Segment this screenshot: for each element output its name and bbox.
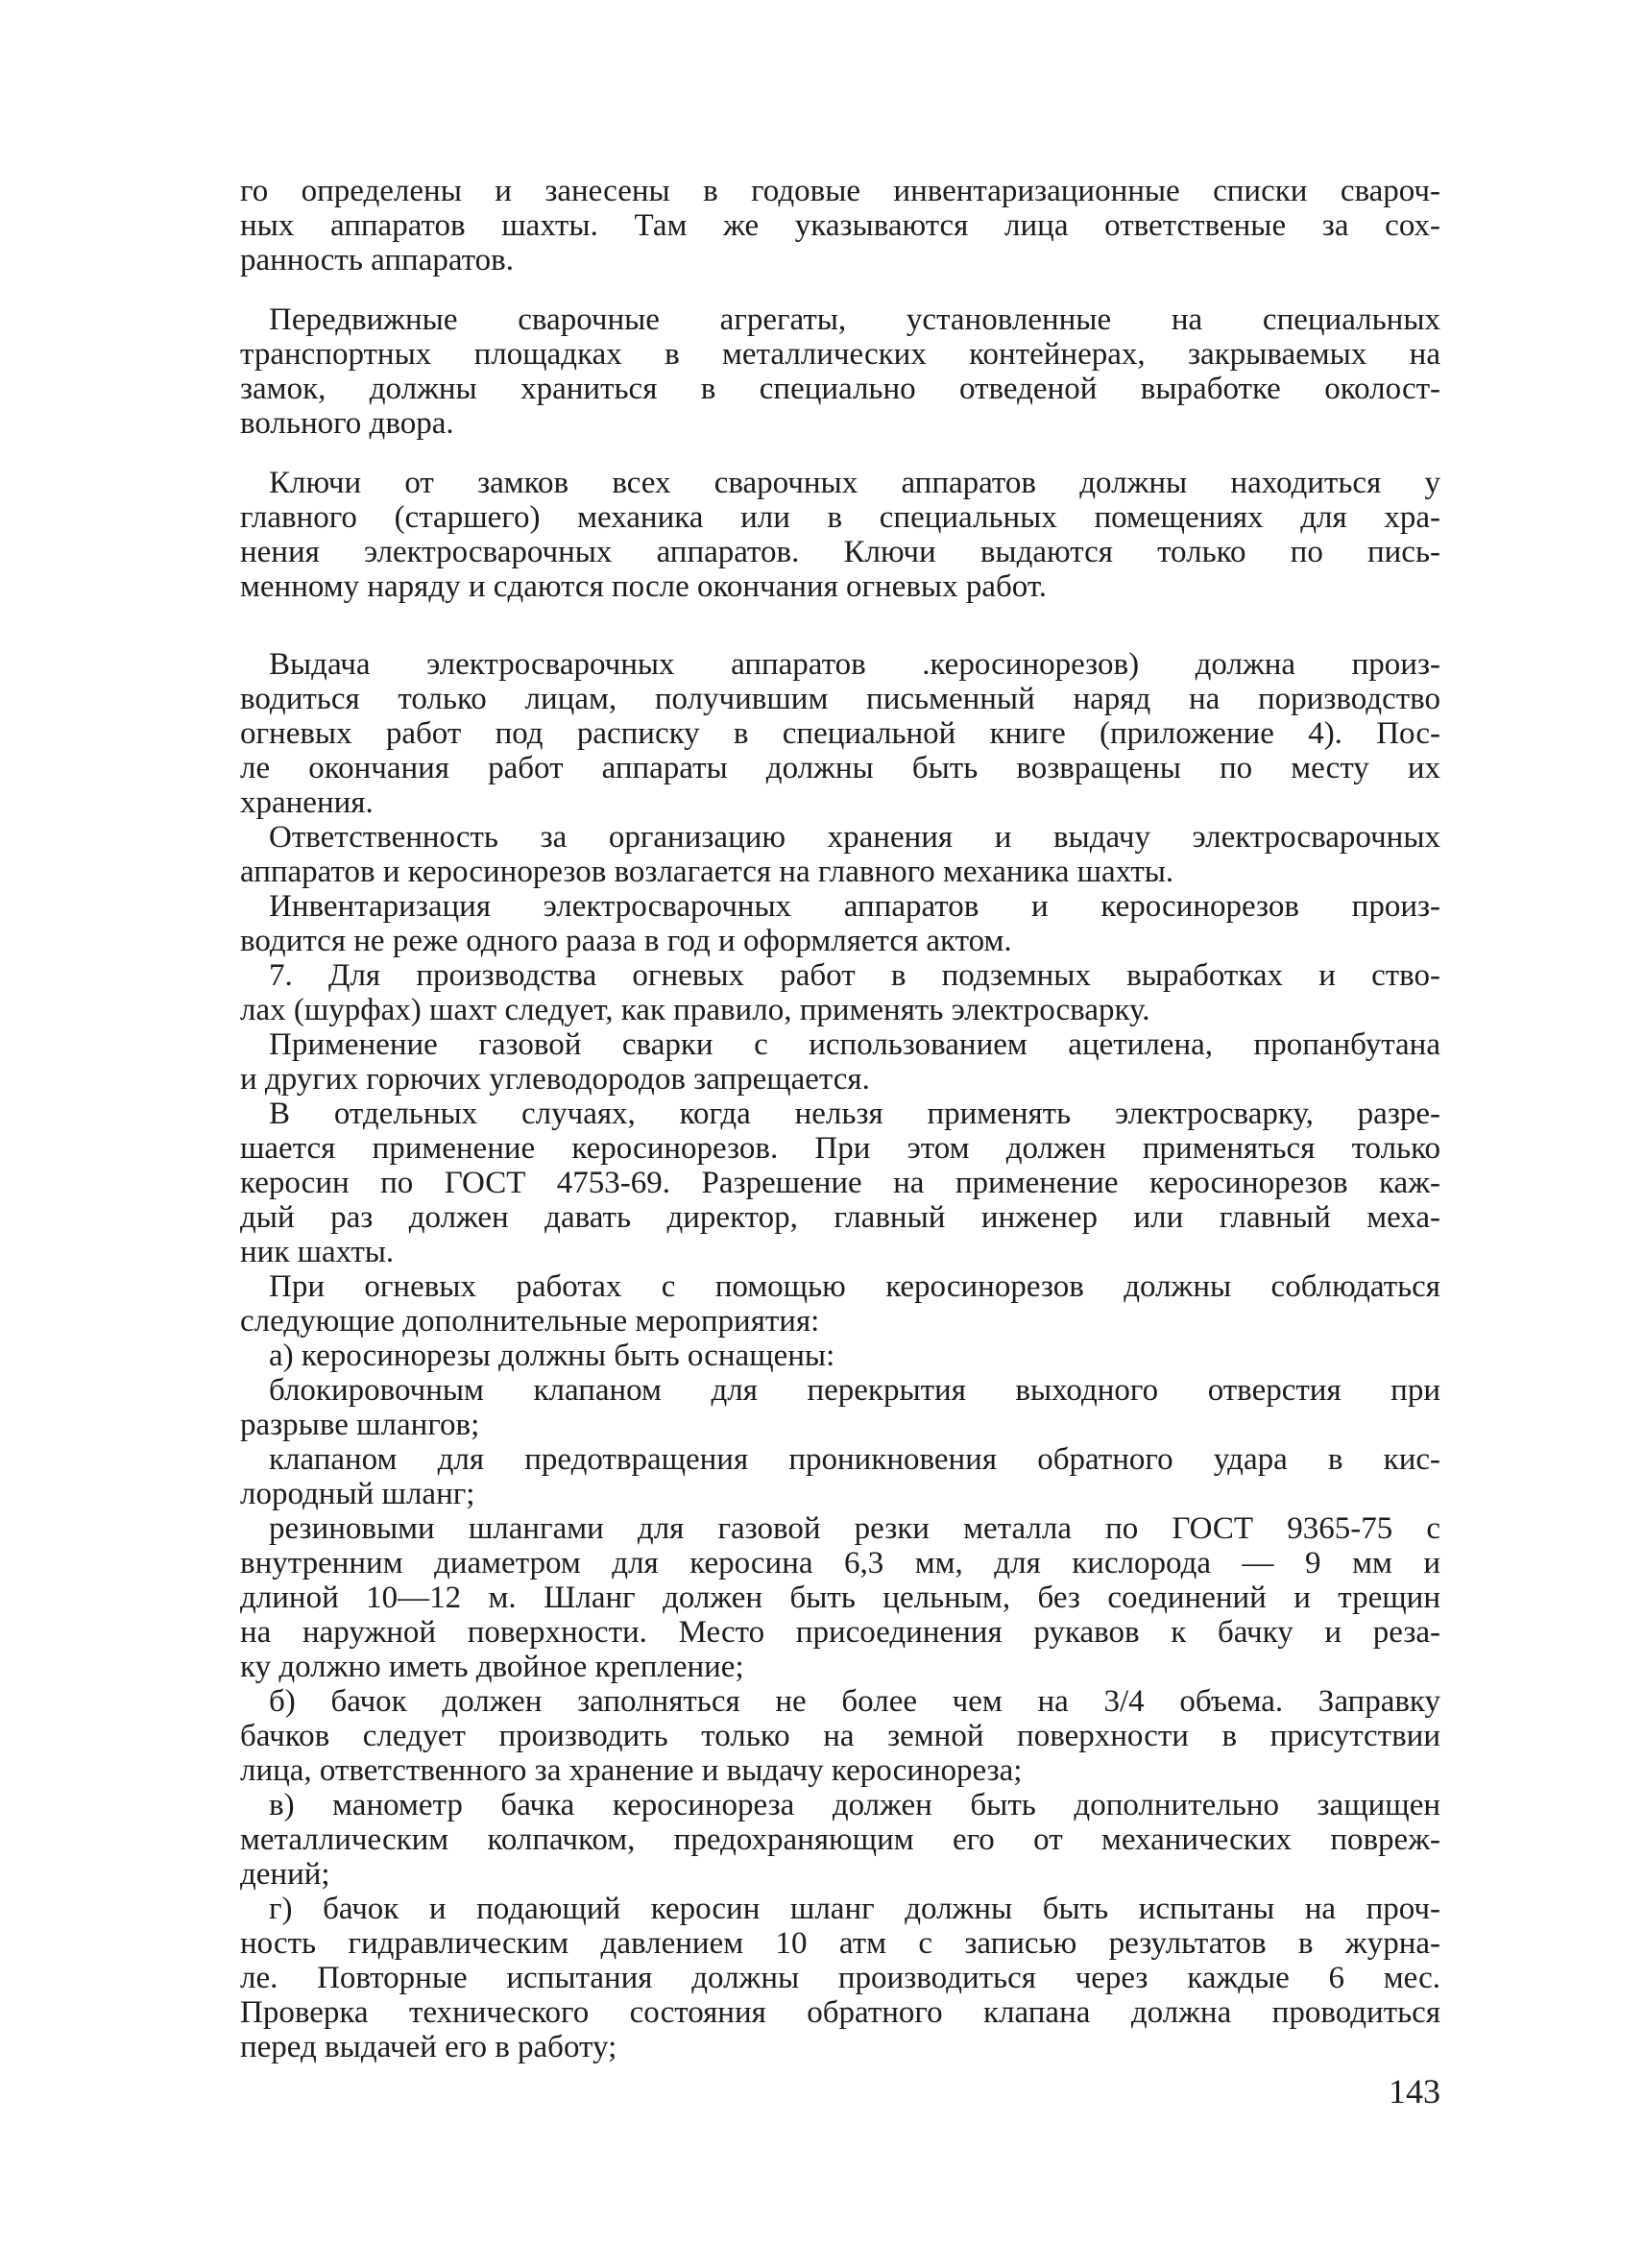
text-line: Передвижные сварочные агрегаты, установленные на специальных xyxy=(269,302,1440,337)
text-line: го определены и занесены в годовые инвентаризационные списки свароч- xyxy=(240,174,1440,208)
text-line: блокировочным клапаном для перекрытия выходного отверстия при xyxy=(269,1373,1440,1408)
text-line: г) бачок и подающий керосин шланг должны быть испытаны на проч- xyxy=(269,1892,1440,1926)
text-line: ранность аппаратов. xyxy=(240,243,514,277)
text-line: транспортных площадках в металлических контейнерах, закрываемых на xyxy=(240,337,1440,372)
text-line: лах (шурфах) шахт следует, как правило, применять электросварку. xyxy=(240,993,1150,1027)
text-line: менному наряду и сдаются после окончания огневых работ. xyxy=(240,569,1048,604)
text-line: металлическим колпачком, предохраняющим его от механических повреж- xyxy=(240,1822,1440,1857)
text-line: дый раз должен давать директор, главный инженер или главный меха- xyxy=(240,1200,1440,1235)
text-line: нения электросварочных аппаратов. Ключи выдаются только по пись- xyxy=(240,535,1440,569)
text-line: ник шахты. xyxy=(240,1235,395,1269)
text-line: в) манометр бачка керосинореза должен быть дополнительно защищен xyxy=(269,1788,1440,1822)
text-line: Применение газовой сварки с использованием ацетилена, пропанбутана xyxy=(269,1027,1440,1062)
text-line: водится не реже одного рааза в год и оформляется актом. xyxy=(240,924,1012,958)
text-line: лородный шланг; xyxy=(240,1477,475,1511)
text-line: В отдельных случаях, когда нельзя применять электросварку, разре- xyxy=(269,1097,1440,1131)
text-line: внутренним диаметром для керосина 6,3 мм, для кислорода — 9 мм и xyxy=(240,1546,1440,1580)
text-line: главного (старшего) механика или в специальных помещениях для хра- xyxy=(240,500,1440,535)
page-number: 143 xyxy=(1389,2072,1440,2111)
text-line: вольного двора. xyxy=(240,406,454,441)
text-line: а) керосинорезы должны быть оснащены: xyxy=(269,1339,835,1373)
text-line: ле окончания работ аппараты должны быть возвращены по месту их xyxy=(240,751,1440,785)
text-line: ность гидравлическим давлением 10 атм с записью результатов в журна- xyxy=(240,1926,1440,1961)
text-line: Выдача электросварочных аппаратов .керосинорезов) должна произ- xyxy=(269,647,1440,682)
text-line: водиться только лицам, получившим письменный наряд на поризводство xyxy=(240,682,1440,716)
text-line: клапаном для предотвращения проникновения обратного удара в кис- xyxy=(269,1442,1440,1477)
text-line: шается применение керосинорезов. При этом должен применяться только xyxy=(240,1131,1440,1166)
text-line: разрыве шлангов; xyxy=(240,1408,480,1442)
text-line: перед выдачей его в работу; xyxy=(240,2030,617,2064)
text-line: Инвентаризация электросварочных аппаратов и керосинорезов произ- xyxy=(269,889,1440,924)
text-line: длиной 10—12 м. Шланг должен быть цельным, без соединений и трещин xyxy=(240,1580,1440,1615)
text-line: бачков следует производить только на земной поверхности в присутствии xyxy=(240,1719,1440,1753)
text-line: резиновыми шлангами для газовой резки металла по ГОСТ 9365-75 с xyxy=(269,1511,1440,1546)
text-line: на наружной поверхности. Место присоединения рукавов к бачку и реза- xyxy=(240,1615,1440,1650)
text-line: ных аппаратов шахты. Там же указываются лица ответственые за сох- xyxy=(240,208,1440,243)
text-line: хранения. xyxy=(240,785,374,820)
text-line: и других горючих углеводородов запрещается. xyxy=(240,1062,870,1097)
text-line: Проверка технического состояния обратного клапана должна проводиться xyxy=(240,1995,1440,2030)
text-line: ле. Повторные испытания должны производиться через каждые 6 мес. xyxy=(240,1961,1440,1995)
text-line: При огневых работах с помощью керосинорезов должны соблюдаться xyxy=(269,1269,1440,1304)
text-line: лица, ответственного за хранение и выдачу керосинореза; xyxy=(240,1753,1023,1788)
text-line: следующие дополнительные мероприятия: xyxy=(240,1304,820,1339)
text-line: дений; xyxy=(240,1857,330,1892)
text-line: керосин по ГОСТ 4753-69. Разрешение на применение керосинорезов каж- xyxy=(240,1166,1440,1200)
text-line: 7. Для производства огневых работ в подземных выработках и ство- xyxy=(269,958,1440,993)
text-line: замок, должны храниться в специально отведеной выработке околост- xyxy=(240,372,1440,406)
text-line: Ответственность за организацию хранения и выдачу электросварочных xyxy=(269,820,1440,855)
text-line: аппаратов и керосинорезов возлагается на главного механика шахты. xyxy=(240,855,1174,889)
text-line: огневых работ под расписку в специальной книге (приложение 4). Пос- xyxy=(240,716,1440,751)
text-line: б) бачок должен заполняться не более чем на 3/4 объема. Заправку xyxy=(269,1684,1440,1719)
text-line: ку должно иметь двойное крепление; xyxy=(240,1650,744,1684)
text-line: Ключи от замков всех сварочных аппаратов должны находиться у xyxy=(269,466,1440,500)
